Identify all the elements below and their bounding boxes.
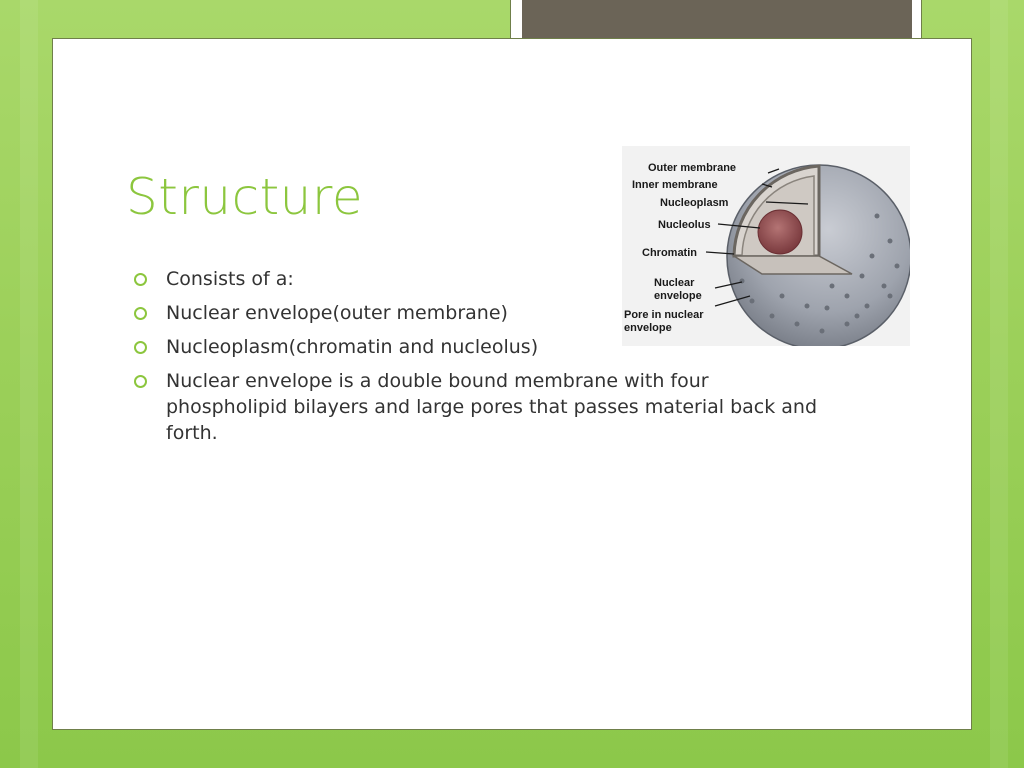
bullet-item	[134, 368, 824, 446]
nucleus-diagram-svg	[622, 146, 910, 346]
bullet-text: Nuclear envelope(outer membrane)	[166, 302, 508, 324]
bullet-circle-icon	[134, 341, 147, 354]
nucleus-diagram	[622, 146, 910, 346]
label-inner-membrane: Inner membrane	[632, 179, 718, 191]
label-outer-membrane: Outer membrane	[648, 162, 737, 174]
bullet-circle-icon	[134, 307, 147, 320]
label-nucleolus: Nucleolus	[658, 219, 711, 231]
label-pore-2: envelope	[624, 322, 672, 334]
label-nuclear-envelope-1: Nuclear	[654, 277, 695, 289]
label-pore-1: Pore in nuclear	[624, 309, 704, 321]
background-stripe	[20, 0, 38, 768]
bullet-circle-icon	[134, 273, 147, 286]
bullet-text: Nucleoplasm(chromatin and nucleolus)	[166, 336, 539, 358]
label-nuclear-envelope-2: envelope	[654, 290, 702, 302]
background-stripe	[990, 0, 1008, 768]
bullet-text: Consists of a:	[166, 268, 294, 290]
bullet-circle-icon	[134, 375, 147, 388]
label-chromatin: Chromatin	[642, 247, 697, 259]
nucleolus-shape	[758, 210, 802, 254]
slide-title: Structure	[126, 168, 364, 226]
label-nucleoplasm: Nucleoplasm	[660, 197, 729, 209]
bullet-text: Nuclear envelope is a double bound membrane with four phospholipid bilayers and large pores that passes material back and forth.	[166, 370, 818, 444]
